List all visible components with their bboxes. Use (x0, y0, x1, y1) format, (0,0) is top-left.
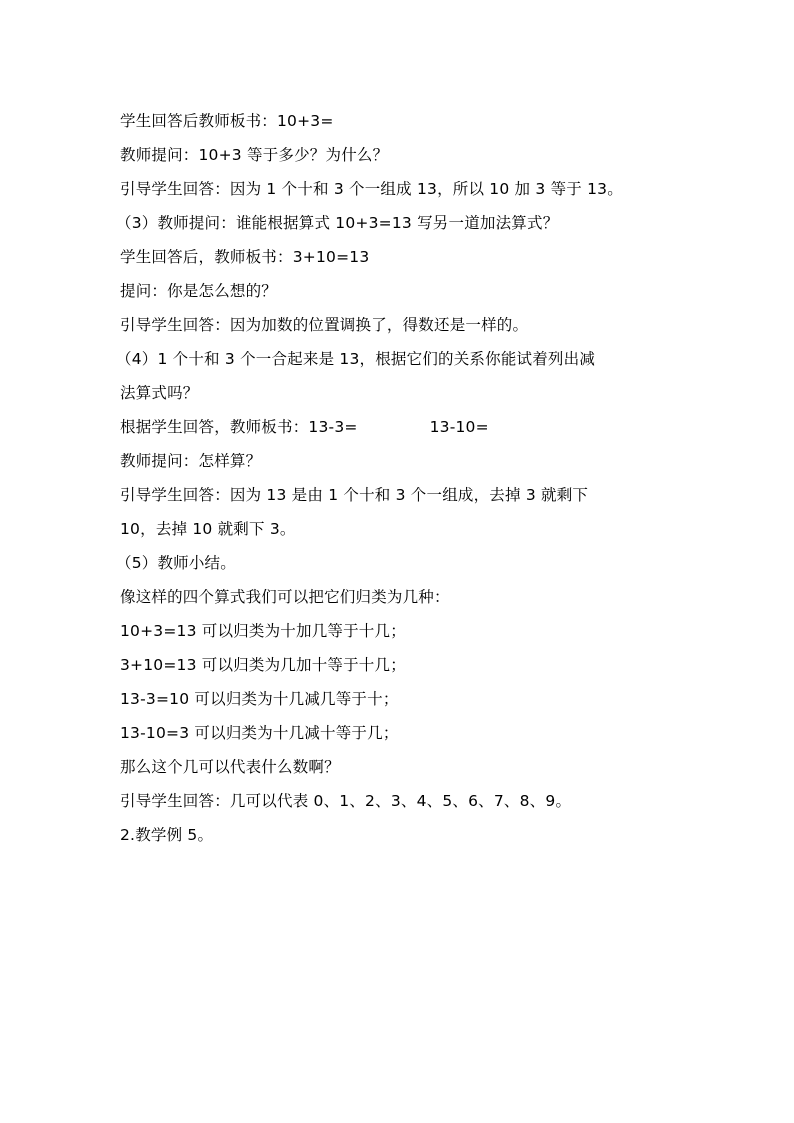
text-line: 教师提问：怎样算？ (120, 452, 262, 470)
text-line: （4）1 个十和 3 个一合起来是 13，根据它们的关系你能试着列出减 (116, 350, 596, 368)
text-line-board-writing (120, 410, 680, 444)
document-body (116, 104, 680, 852)
text-line: 引导学生回答：因为加数的位置调换了，得数还是一样的。 (120, 316, 529, 334)
text-line: 引导学生回答：因为 1 个十和 3 个一组成 13，所以 10 加 3 等于 13。 (120, 180, 623, 198)
text-line: （3）教师提问：谁能根据算式 10+3=13 写另一道加法算式？ (116, 214, 559, 232)
text-line: 10+3=13 可以归类为十加几等于十几； (120, 622, 406, 640)
text-line: 法算式吗？ (120, 384, 199, 402)
section-heading: 2.教学例 5。 (120, 826, 214, 844)
text-line: 10，去掉 10 就剩下 3。 (120, 520, 296, 538)
text-line: 学生回答后教师板书：10+3= (120, 112, 334, 130)
board-writing-left: 根据学生回答，教师板书：13-3= (120, 418, 358, 436)
text-line: 教师提问：10+3 等于多少？为什么？ (120, 146, 389, 164)
text-line: （5）教师小结。 (116, 554, 236, 572)
text-line: 像这样的四个算式我们可以把它们归类为几种： (120, 588, 450, 606)
board-writing-right: 13-10= (429, 418, 489, 436)
text-line: 引导学生回答：几可以代表 0、1、2、3、4、5、6、7、8、9。 (120, 792, 572, 810)
text-line: 3+10=13 可以归类为几加十等于十几； (120, 656, 406, 674)
text-line: 那么这个几可以代表什么数啊？ (120, 758, 340, 776)
text-line: 学生回答后，教师板书：3+10=13 (120, 248, 370, 266)
text-line: 13-10=3 可以归类为十几减十等于几； (120, 724, 399, 742)
text-line: 提问：你是怎么想的？ (120, 282, 278, 300)
text-line: 13-3=10 可以归类为十几减几等于十； (120, 690, 399, 708)
text-line: 引导学生回答：因为 13 是由 1 个十和 3 个一组成，去掉 3 就剩下 (120, 486, 589, 504)
